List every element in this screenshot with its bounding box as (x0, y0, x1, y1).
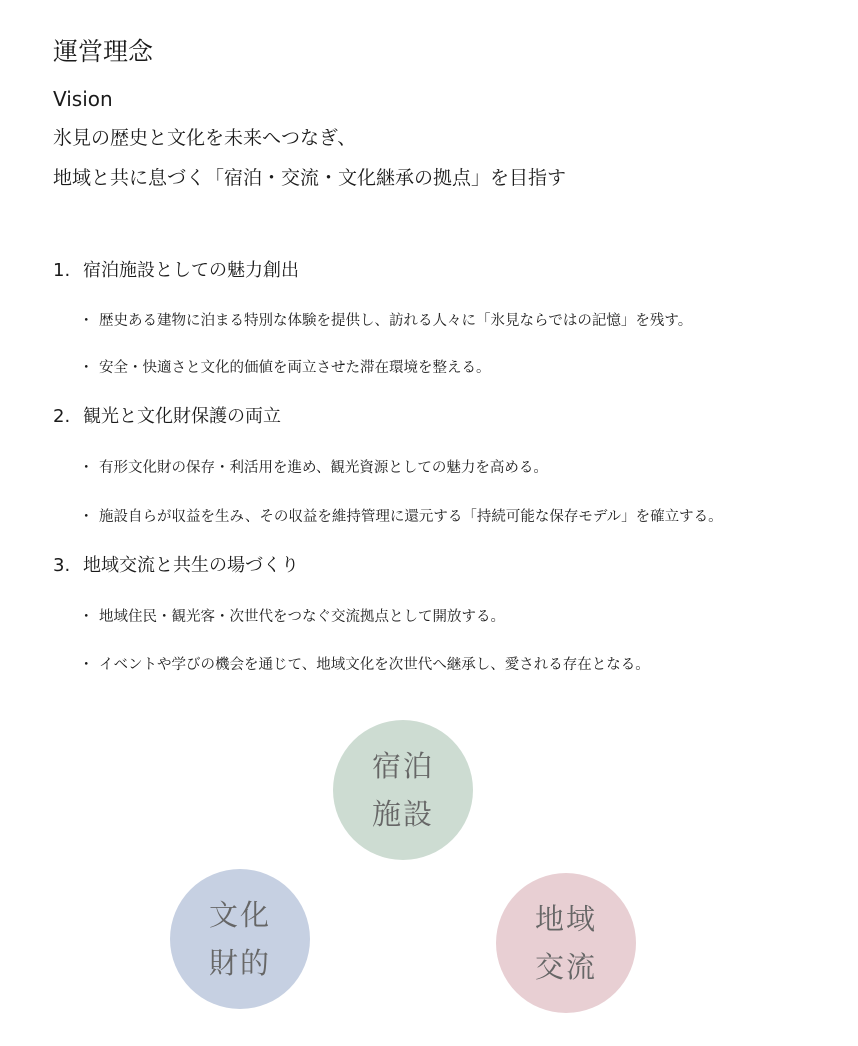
bullet-mark: ・ (79, 509, 94, 525)
section-title: 宿泊施設としての魅力創出 (83, 260, 299, 281)
section-heading (53, 257, 299, 285)
list-item (79, 457, 548, 479)
section-number: 3. (53, 555, 71, 576)
circle-label: 地域 (534, 902, 597, 936)
section-number: 2. (53, 406, 71, 427)
bullet-mark: ・ (79, 609, 94, 625)
circle-label: 文化 (208, 898, 271, 932)
list-item (79, 654, 650, 676)
circle-label: 宿泊 (371, 749, 434, 783)
vision-statement-line: 氷見の歴史と文化を未来へつなぎ、 (53, 127, 357, 149)
section-number: 1. (53, 260, 71, 281)
circle-lodging-facility (333, 720, 473, 860)
list-item-text: 地域住民・観光客・次世代をつなぐ交流拠点として開放する。 (99, 609, 505, 625)
section-title: 観光と文化財保護の両立 (83, 406, 281, 427)
vision-statement-line: 地域と共に息づく「宿泊・交流・文化継承の拠点」を目指す (53, 167, 567, 189)
section-heading (53, 552, 299, 580)
section-heading (53, 403, 281, 431)
bullet-mark: ・ (79, 360, 94, 376)
section-title: 地域交流と共生の場づくり (83, 555, 299, 576)
circle-cultural-property (170, 869, 310, 1009)
bullet-mark: ・ (79, 460, 94, 476)
list-item (79, 606, 505, 628)
list-item-text: 安全・快適さと文化的価値を両立させた滞在環境を整える。 (99, 360, 491, 376)
list-item (79, 310, 692, 332)
list-item-text: 施設自らが収益を生み、その収益を維持管理に還元する「持続可能な保存モデル」を確立する。 (99, 509, 723, 525)
circle-label: 交流 (534, 950, 597, 984)
circle-community-exchange (496, 873, 636, 1013)
circle-label: 財的 (208, 946, 271, 980)
list-item (79, 506, 723, 528)
vision-label: Vision (53, 87, 113, 111)
circle-label: 施設 (371, 797, 434, 831)
page-title: 運営理念 (53, 37, 154, 66)
list-item-text: 歴史ある建物に泊まる特別な体験を提供し、訪れる人々に「氷見ならではの記憶」を残す。 (99, 313, 693, 329)
bullet-mark: ・ (79, 313, 94, 329)
list-item (79, 357, 491, 379)
list-item-text: イベントや学びの機会を通じて、地域文化を次世代へ継承し、愛される存在となる。 (99, 657, 650, 673)
bullet-mark: ・ (79, 657, 94, 673)
list-item-text: 有形文化財の保存・利活用を進め、観光資源としての魅力を高める。 (99, 460, 548, 476)
